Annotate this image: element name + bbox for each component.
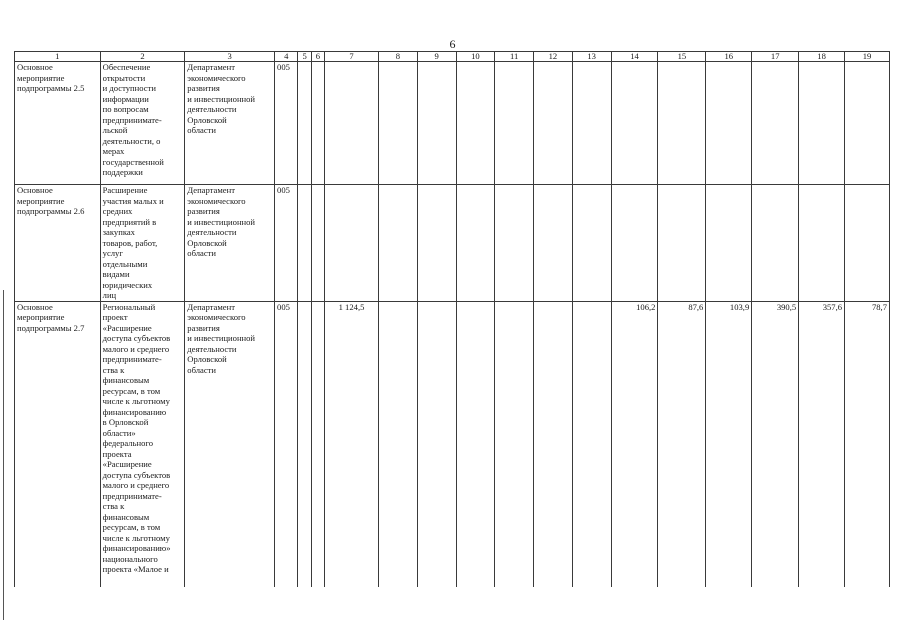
value-cell-8 — [379, 185, 418, 302]
value-cell-10 — [456, 185, 495, 302]
column-header-1: 1 — [15, 52, 101, 62]
column-header-12: 12 — [534, 52, 573, 62]
column-header-11: 11 — [495, 52, 534, 62]
measure-cell: Основное мероприятие подпрограммы 2.5 — [15, 62, 101, 185]
value-cell-6 — [311, 62, 324, 185]
executor-cell: Департамент экономического развития и инвестиционной деятельности Орловской области — [185, 185, 275, 302]
value-cell-13 — [572, 301, 611, 587]
column-header-10: 10 — [456, 52, 495, 62]
value-cell-19 — [845, 185, 890, 302]
code-cell: 005 — [275, 185, 298, 302]
column-header-19: 19 — [845, 52, 890, 62]
table-row — [15, 62, 890, 185]
column-header-15: 15 — [658, 52, 706, 62]
value-cell-12 — [534, 62, 573, 185]
value-cell-10 — [456, 301, 495, 587]
column-number-row — [15, 52, 890, 62]
page-number: 6 — [449, 37, 456, 51]
value-cell-17 — [752, 185, 799, 302]
code-cell: 005 — [275, 62, 298, 185]
measure-cell: Основное мероприятие подпрограммы 2.7 — [15, 301, 101, 587]
value-cell-16 — [706, 62, 752, 185]
value-cell-18: 357,6 — [799, 301, 845, 587]
value-cell-15 — [658, 185, 706, 302]
value-cell-14: 106,2 — [611, 301, 658, 587]
value-cell-11 — [495, 301, 534, 587]
value-cell-13 — [572, 62, 611, 185]
table-row — [15, 185, 890, 302]
value-cell-17 — [752, 62, 799, 185]
value-cell-7 — [324, 62, 378, 185]
value-cell-17: 390,5 — [752, 301, 799, 587]
value-cell-11 — [495, 62, 534, 185]
table-row — [15, 301, 890, 587]
value-cell-15 — [658, 62, 706, 185]
measure-name-cell: Расширение участия малых и средних предприятий в закупках товаров, работ, услуг отдельными видами юридических лиц — [100, 185, 185, 302]
column-header-7: 7 — [324, 52, 378, 62]
value-cell-5 — [298, 62, 311, 185]
column-header-6: 6 — [311, 52, 324, 62]
measure-name-cell: Региональный проект «Расширение доступа субъектов малого и среднего предпринимате- ства к финансовым ресурсам, в том числе к льготному финансированию в Орловской области» федерального проекта «Расширение доступа субъектов малого и среднего предпринимате- ства к финансовым ресурсам, в том числе к льготному финансированию» национального проекта «Малое и — [100, 301, 185, 587]
column-header-9: 9 — [417, 52, 456, 62]
value-cell-9 — [417, 62, 456, 185]
value-cell-15: 87,6 — [658, 301, 706, 587]
measure-cell: Основное мероприятие подпрограммы 2.6 — [15, 185, 101, 302]
value-cell-7: 1 124,5 — [324, 301, 378, 587]
measure-name-cell: Обеспечение открытости и доступности информации по вопросам предпринимате- льской деятельности, о мерах государственной поддержки — [100, 62, 185, 185]
value-cell-6 — [311, 185, 324, 302]
value-cell-18 — [799, 185, 845, 302]
value-cell-5 — [298, 185, 311, 302]
value-cell-6 — [311, 301, 324, 587]
value-cell-8 — [379, 301, 418, 587]
value-cell-9 — [417, 301, 456, 587]
executor-cell: Департамент экономического развития и инвестиционной деятельности Орловской области — [185, 62, 275, 185]
column-header-2: 2 — [100, 52, 185, 62]
executor-cell: Департамент экономического развития и инвестиционной деятельности Орловской области — [185, 301, 275, 587]
code-cell: 005 — [275, 301, 298, 587]
column-header-13: 13 — [572, 52, 611, 62]
value-cell-8 — [379, 62, 418, 185]
value-cell-16: 103,9 — [706, 301, 752, 587]
value-cell-14 — [611, 62, 658, 185]
value-cell-9 — [417, 185, 456, 302]
value-cell-13 — [572, 185, 611, 302]
value-cell-10 — [456, 62, 495, 185]
value-cell-19: 78,7 — [845, 301, 890, 587]
column-header-18: 18 — [799, 52, 845, 62]
page-left-edge-line — [3, 290, 4, 620]
value-cell-16 — [706, 185, 752, 302]
column-header-4: 4 — [275, 52, 298, 62]
value-cell-12 — [534, 185, 573, 302]
value-cell-7 — [324, 185, 378, 302]
value-cell-19 — [845, 62, 890, 185]
value-cell-5 — [298, 301, 311, 587]
value-cell-18 — [799, 62, 845, 185]
column-header-5: 5 — [298, 52, 311, 62]
column-header-16: 16 — [706, 52, 752, 62]
value-cell-11 — [495, 185, 534, 302]
column-header-8: 8 — [379, 52, 418, 62]
column-header-14: 14 — [611, 52, 658, 62]
column-header-17: 17 — [752, 52, 799, 62]
funding-table — [14, 51, 890, 587]
column-header-3: 3 — [185, 52, 275, 62]
value-cell-14 — [611, 185, 658, 302]
value-cell-12 — [534, 301, 573, 587]
